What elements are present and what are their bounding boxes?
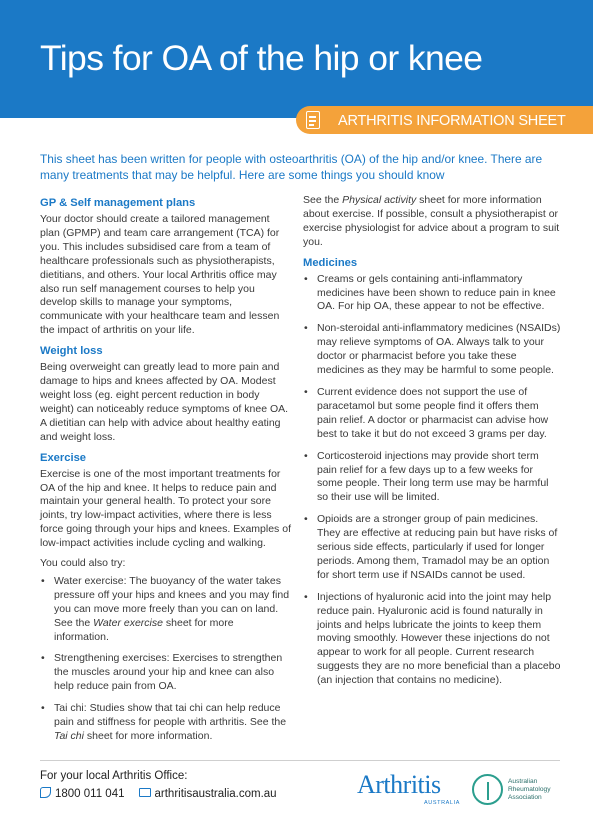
gp-section [40, 196, 291, 338]
list-item: • Non-steroidal anti-inflammatory medicines (NSAIDs) may relieve symptoms of OA. Always talk to your doctor or pharmacist before you take these medicines as they may be harmful to some people. [303, 322, 561, 378]
list-item: • Water exercise: The buoyancy of the water takes pressure off your hips and knees and you may find you can move more freely than you can on land. See the Water exercise sheet for more information. [40, 575, 291, 645]
exercise-section [40, 451, 291, 744]
exercise-list [40, 575, 291, 744]
exercise-also: You could also try: [40, 557, 126, 570]
list-item: • Opioids are a stronger group of pain medicines. They are effective at reducing pain but have risks of serious side effects, particularly if used for longer periods. Among them, Tramadol may be an option for short term use if NSAIDs cannot be used. [303, 513, 561, 583]
medicines-heading: Medicines [303, 256, 358, 269]
footer-label: For your local Arthritis Office: [40, 770, 188, 782]
ara-logo-icon [472, 774, 503, 805]
list-item: • Current evidence does not support the use of paracetamol but some people find it offers them pain relief. A doctor or pharmacist can advise how best to take it but do not exceed 3 grams per day. [303, 386, 561, 442]
weight-section [40, 344, 291, 444]
page-title: Tips for OA of the hip or knee [40, 38, 483, 78]
intro-text: This sheet has been written for people with osteoarthritis (OA) of the hip and/or knee. There are many treatments that may be helpful. Here are some things you should know [40, 152, 543, 182]
arthritis-australia-logo: Arthritis [357, 770, 441, 799]
footer-contact [40, 787, 277, 800]
phone-number[interactable]: 1800 011 041 [55, 788, 125, 800]
footer-divider [40, 760, 560, 761]
list-item: • Creams or gels containing anti-inflammatory medicines have been shown to reduce pain in knee OA. For hip OA, these appear to not be effective. [303, 273, 561, 315]
website-link[interactable]: arthritisaustralia.com.au [154, 788, 277, 800]
phone-icon [40, 787, 51, 798]
list-item: • Tai chi: Studies show that tai chi can help reduce pain and stiffness for people with arthritis. See the Tai chi sheet for more information. [40, 702, 291, 744]
info-sheet-tag [296, 106, 593, 134]
list-item: • Injections of hyaluronic acid into the joint may help reduce pain. Hyaluronic acid is found naturally in joints and helps lubricate the joints to keep them moving smoothly. However these injections do not appear to work for all people. Current research suggests they are no more beneficial than a placebo (an injection that contains no medicine). [303, 591, 561, 688]
weight-body: Being overweight can greatly lead to more pain and damage to hips and knees affected by OA. Modest weight loss (eg. eight percent reduction in body weight) can noticeably reduce symptoms of knee OA. A dietitian can help with advice about healthy eating and weight loss. [40, 361, 289, 443]
document-icon [306, 111, 320, 129]
list-item: • Corticosteroid injections may provide short term pain relief for a few days up to a few weeks for some people. Their long term use may be harmful so their use will be limited. [303, 450, 561, 506]
gp-heading: GP & Self management plans [40, 197, 196, 209]
gp-body: Your doctor should create a tailored management plan (GPMP) and team care arrangement (TCA) for you. This includes subsidised care from a team of healthcare professionals such as physiotherapists, dietitians, and others. Your local Arthritis office may also run self management courses to help you develop skills to manage your symptoms, communicate with your healthcare team and lessen the impact of arthritis on your life. [40, 213, 280, 337]
medicines-list [303, 273, 561, 688]
ara-name: Australian Rheumatology Association [508, 778, 551, 801]
exercise-heading: Exercise [40, 451, 87, 464]
exercise-body: Exercise is one of the most important treatments for OA of the hip and knee. It helps to reduce pain and maintain your general health. To protect your sore joints, try low-impact activities, where there is less force going through your hips and knees. Examples of low-impact activities include cycling and walking. [40, 467, 291, 550]
physical-activity-note: See the Physical activity sheet for more information about exercise. If possible, consult a physiotherapist or exercise physiologist for advice about a program to suit you. [303, 194, 560, 248]
website-icon [139, 788, 151, 797]
list-item: • Strengthening exercises: Exercises to strengthen the muscles around your hip and knee can also help reduce pain from OA. [40, 652, 291, 694]
weight-heading: Weight loss [40, 345, 103, 358]
left-column [40, 194, 291, 752]
arthritis-australia-sub: AUSTRALIA [424, 800, 460, 806]
right-column [303, 194, 561, 696]
tag-label: ARTHRITIS INFORMATION SHEET [338, 113, 566, 129]
header-banner [0, 0, 593, 118]
